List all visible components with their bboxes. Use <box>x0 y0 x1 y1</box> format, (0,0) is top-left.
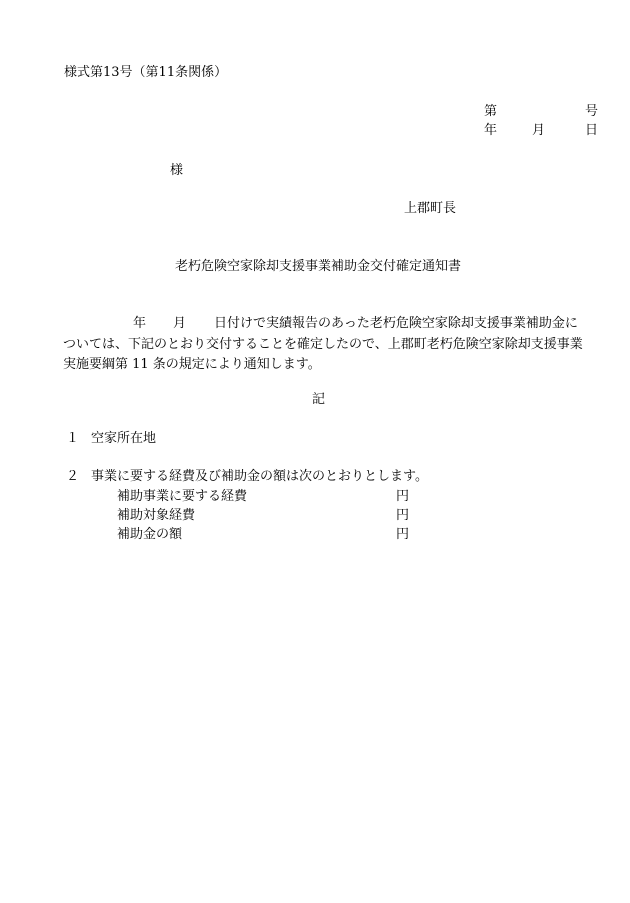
form-label: 様式第13号（第11条関係） <box>64 65 228 80</box>
body-year: 年 <box>133 316 147 331</box>
row-unit: 円 <box>396 508 410 523</box>
number-suffix: 号 <box>585 104 599 119</box>
row-unit: 円 <box>396 527 410 542</box>
row-label: 補助金の額 <box>117 527 183 542</box>
row-unit: 円 <box>396 489 410 504</box>
document-date-line <box>484 121 598 140</box>
document-title: 老朽危険空家除却支援事業補助金交付確定通知書 <box>175 259 462 274</box>
item1-number: １ <box>66 431 80 446</box>
number-prefix: 第 <box>484 104 498 119</box>
row-label: 補助対象経費 <box>117 508 196 523</box>
body-paragraph <box>63 314 585 376</box>
body-month: 月 <box>173 316 187 331</box>
date-year: 年 <box>484 123 498 138</box>
date-month: 月 <box>532 123 546 138</box>
date-day: 日 <box>585 123 599 138</box>
recipient-honorific: 様 <box>170 163 184 178</box>
item2-number: ２ <box>66 469 80 484</box>
ki-heading: 記 <box>312 392 326 407</box>
item1-label: 空家所在地 <box>91 431 157 446</box>
item2-label: 事業に要する経費及び補助金の額は次のとおりとします。 <box>91 469 428 484</box>
document-number-line <box>484 102 598 121</box>
row-label: 補助事業に要する経費 <box>117 489 248 504</box>
body-text: 日付けで実績報告のあった老朽危険空家除却支援事業補助金については、下記のとおり交付することを確定したので、上郡町老朽危険空家除却支援事業実施要綱第 11 条の規定により通知します。 <box>63 316 583 372</box>
sender: 上郡町長 <box>404 201 457 216</box>
